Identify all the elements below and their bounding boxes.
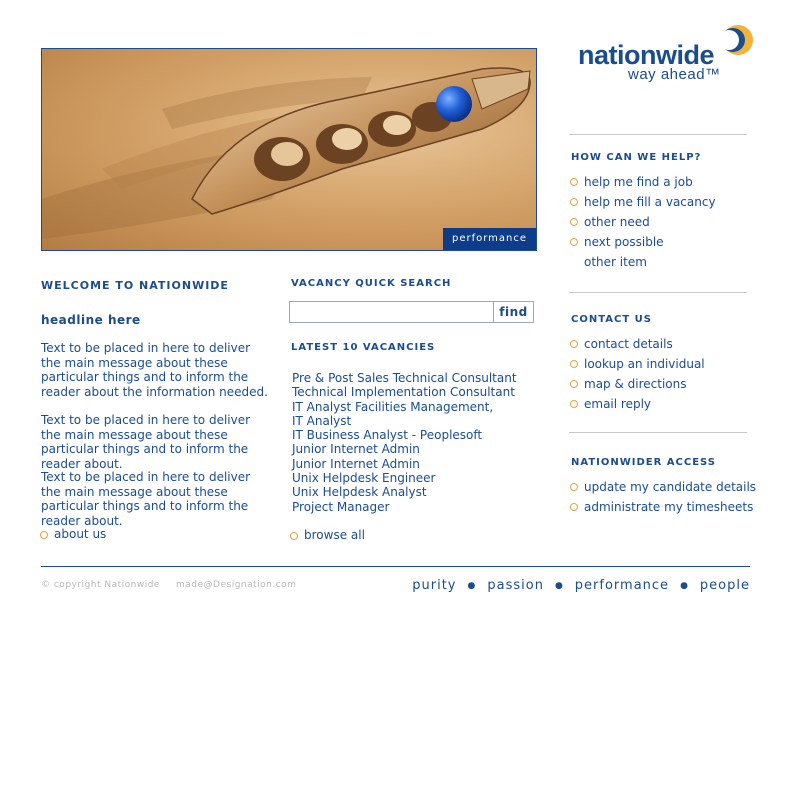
bullet-icon <box>570 380 578 388</box>
vacancy-link[interactable]: IT Business Analyst - Peoplesoft <box>292 428 483 443</box>
vacancy-link[interactable]: IT Analyst Facilities Management, <box>292 399 494 414</box>
bullet-icon <box>570 483 578 491</box>
vacancy-search-input[interactable] <box>289 301 494 323</box>
help-link-find-job[interactable]: help me find a job <box>569 175 716 195</box>
find-button[interactable]: find <box>493 301 534 323</box>
vacancy-link[interactable]: IT Analyst <box>292 413 352 428</box>
value-people: people <box>699 578 750 593</box>
help-links <box>569 175 716 275</box>
help-link-other-item[interactable]: other item <box>584 255 647 269</box>
contact-link-email[interactable]: email reply <box>569 397 705 417</box>
contact-link-lookup[interactable]: lookup an individual <box>569 357 705 377</box>
bullet-icon <box>570 340 578 348</box>
search-section-title: VACANCY QUICK SEARCH <box>291 278 452 289</box>
separator-dot: ● <box>554 581 564 591</box>
bullet-icon <box>570 198 578 206</box>
access-section-title: NATIONWIDER ACCESS <box>571 457 717 468</box>
bullet-icon <box>570 178 578 186</box>
vacancy-link[interactable]: Technical Implementation Consultant <box>292 385 515 400</box>
brand-values <box>412 578 750 593</box>
value-passion: passion <box>487 578 544 593</box>
headline: headline here <box>41 313 141 327</box>
bullet-icon <box>290 532 298 540</box>
hero-image <box>41 48 537 251</box>
vacancy-link[interactable]: Project Manager <box>292 499 390 514</box>
divider <box>569 432 747 433</box>
bullet-icon <box>570 238 578 246</box>
access-link-candidate[interactable]: update my candidate details <box>569 480 756 500</box>
bullet-icon <box>570 400 578 408</box>
value-purity: purity <box>412 578 457 593</box>
divider <box>569 134 747 135</box>
contact-links <box>569 337 705 417</box>
help-link-other-need[interactable]: other need <box>569 215 716 235</box>
separator-dot: ● <box>467 581 477 591</box>
divider <box>569 292 747 293</box>
vacancy-link[interactable]: Junior Internet Admin <box>292 442 420 457</box>
vacancy-link[interactable]: Unix Helpdesk Engineer <box>292 471 436 486</box>
moon-logo-icon <box>723 22 753 58</box>
bullet-icon <box>570 360 578 368</box>
contact-section-title: CONTACT US <box>571 314 652 325</box>
contact-link-map[interactable]: map & directions <box>569 377 705 397</box>
bullet-icon <box>40 531 48 539</box>
footer-divider <box>41 566 750 567</box>
separator-dot: ● <box>680 581 689 591</box>
bullet-icon <box>570 218 578 226</box>
access-link-timesheets[interactable]: administrate my timesheets <box>569 500 756 520</box>
help-link-next-possible[interactable]: next possible <box>569 235 716 255</box>
vacancy-link[interactable]: Pre & Post Sales Technical Consultant <box>292 371 517 385</box>
browse-all-link[interactable]: browse all <box>290 528 365 542</box>
help-link-fill-vacancy[interactable]: help me fill a vacancy <box>569 195 716 215</box>
welcome-paragraph: Text to be placed in here to deliver the main message about these particular things and to inform the reader about. <box>41 470 251 528</box>
nationwide-logo[interactable] <box>578 22 753 86</box>
help-section-title: HOW CAN WE HELP? <box>571 152 702 163</box>
about-us-link[interactable]: about us <box>40 527 106 541</box>
vacancy-link[interactable]: Unix Helpdesk Analyst <box>292 485 427 500</box>
vacancy-list <box>292 371 517 514</box>
copyright-text: © copyright Nationwide <box>41 580 160 590</box>
welcome-paragraph: Text to be placed in here to deliver the main message about these particular things and to inform the reader about the information needed. <box>41 341 268 399</box>
bullet-icon <box>570 503 578 511</box>
welcome-title: WELCOME TO NATIONWIDE <box>41 279 229 292</box>
hero-caption: performance <box>443 228 536 250</box>
vacancy-link[interactable]: Junior Internet Admin <box>292 456 420 471</box>
logo-tagline: way ahead™ <box>628 66 721 83</box>
contact-link-details[interactable]: contact details <box>569 337 705 357</box>
welcome-paragraph: Text to be placed in here to deliver the main message about these particular things and to inform the reader about. <box>41 413 251 471</box>
vacancies-section-title: LATEST 10 VACANCIES <box>291 342 436 353</box>
bobsled-illustration <box>42 49 537 251</box>
access-links <box>569 480 756 520</box>
value-performance: performance <box>574 578 670 593</box>
designer-credit-link[interactable]: made@Designation.com <box>176 580 297 590</box>
logo-wordmark: nationwide <box>578 40 714 70</box>
